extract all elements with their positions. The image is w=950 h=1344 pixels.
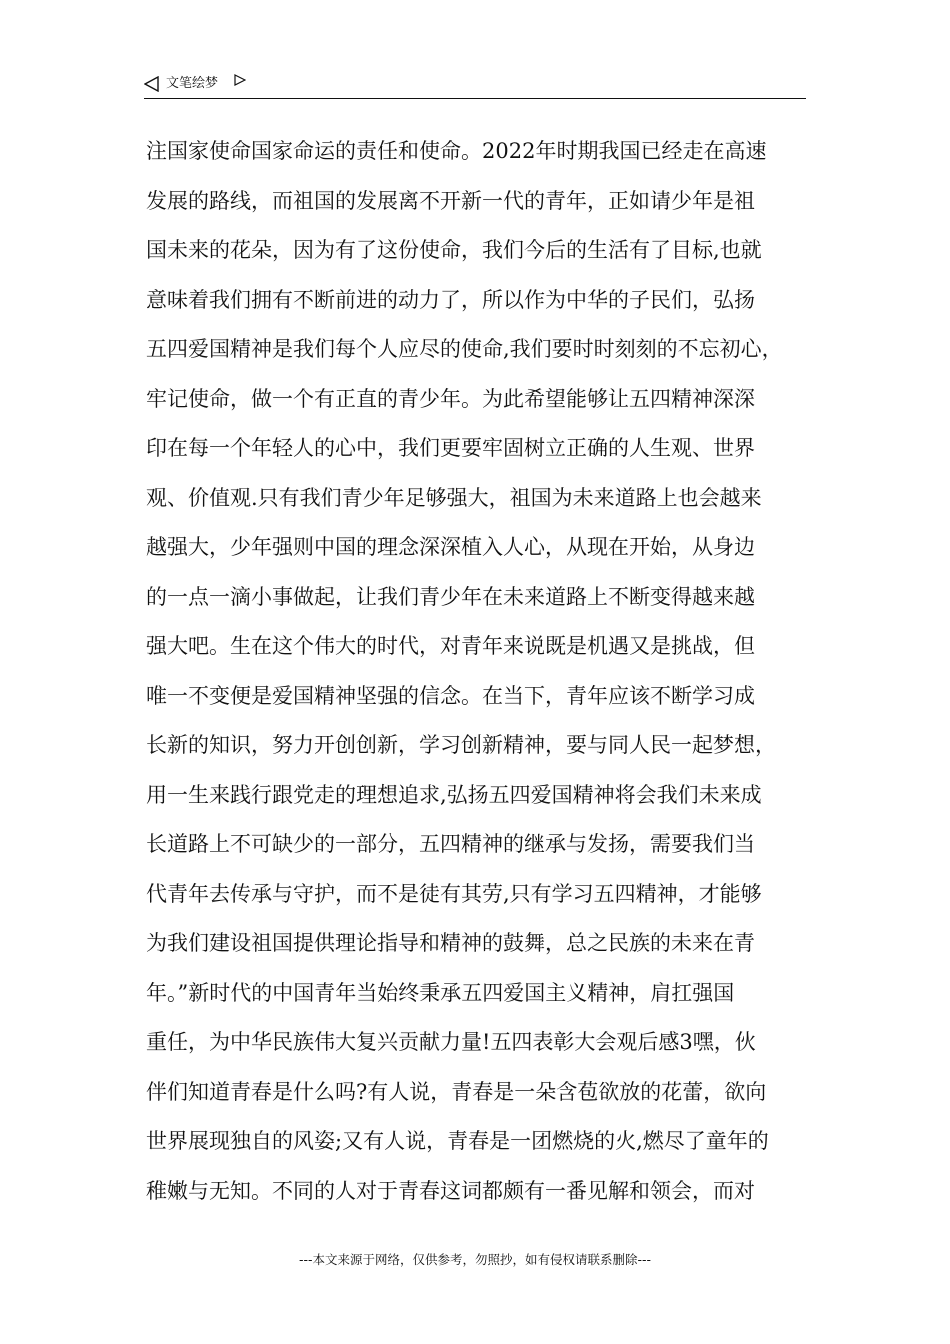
text-line: 观、价值观.只有我们青少年足够强大，祖国为未来道路上也会越来: [146, 485, 762, 510]
text-line: 强大吧。生在这个伟大的时代，对青年来说既是机遇又是挑战，但: [146, 634, 755, 658]
text-line: 意味着我们拥有不断前进的动力了，所以作为中华的子民们，弘扬: [146, 287, 755, 312]
text-line: 唯一不变便是爱国精神坚强的信念。在当下，青年应该不断学习成: [146, 683, 755, 708]
text-line: 稚嫩与无知。不同的人对于青春这词都颇有一番见解和领会，而对: [146, 1178, 755, 1203]
text-line: 重任，为中华民族伟大复兴贡献力量!五四表彰大会观后感3嘿，伙: [146, 1030, 756, 1054]
text-line: 五四爱国精神是我们每个人应尽的使命,我们要时时刻刻的不忘初心，: [146, 337, 783, 361]
page-header: [144, 72, 806, 99]
text-line: 长新的知识，努力开创创新，学习创新精神，要与同人民一起梦想，: [146, 733, 776, 757]
text-line: 世界展现独自的风姿;又有人说，青春是一团燃烧的火,燃尽了童年的: [146, 1129, 769, 1153]
triangle-right-icon: [234, 74, 246, 86]
triangle-left-icon: [144, 76, 160, 92]
text-line: 用一生来践行跟党走的理想追求,弘扬五四爱国精神将会我们未来成: [146, 782, 762, 807]
text-line: 年。”新时代的中国青年当始终秉承五四爱国主义精神，肩扛强国: [146, 980, 735, 1005]
page-footer-disclaimer: ---本文来源于网络，仅供参考，勿照抄，如有侵权请联系删除---: [298, 1252, 652, 1267]
text-line: 注国家使命国家命运的责任和使命。2022年时期我国已经走在高速: [146, 139, 767, 163]
text-line: 越强大，少年强则中国的理念深深植入人心，从现在开始，从身边: [146, 535, 755, 559]
text-line: 长道路上不可缺少的一部分，五四精神的继承与发扬，需要我们当: [146, 832, 755, 856]
text-line: 的一点一滴小事做起，让我们青少年在未来道路上不断变得越来越: [146, 584, 755, 609]
text-line: 印在每一个年轻人的心中，我们更要牢固树立正确的人生观、世界: [146, 436, 755, 460]
brand-name: 文笔绘梦: [166, 76, 219, 91]
text-line: 代青年去传承与守护，而不是徒有其劳,只有学习五四精神，才能够: [146, 881, 762, 906]
text-line: 国未来的花朵，因为有了这份使命，我们今后的生活有了目标,也就: [146, 238, 762, 262]
text-line: 发展的路线，而祖国的发展离不开新一代的青年，正如请少年是祖: [146, 188, 755, 213]
text-line: 为我们建设祖国提供理论指导和精神的鼓舞，总之民族的未来在青: [146, 931, 755, 955]
text-line: 牢记使命，做一个有正直的青少年。为此希望能够让五四精神深深: [146, 386, 755, 411]
text-line: 伴们知道青春是什么吗?有人说，青春是一朵含苞欲放的花蕾，欲向: [146, 1079, 767, 1104]
document-body: [146, 127, 810, 1216]
